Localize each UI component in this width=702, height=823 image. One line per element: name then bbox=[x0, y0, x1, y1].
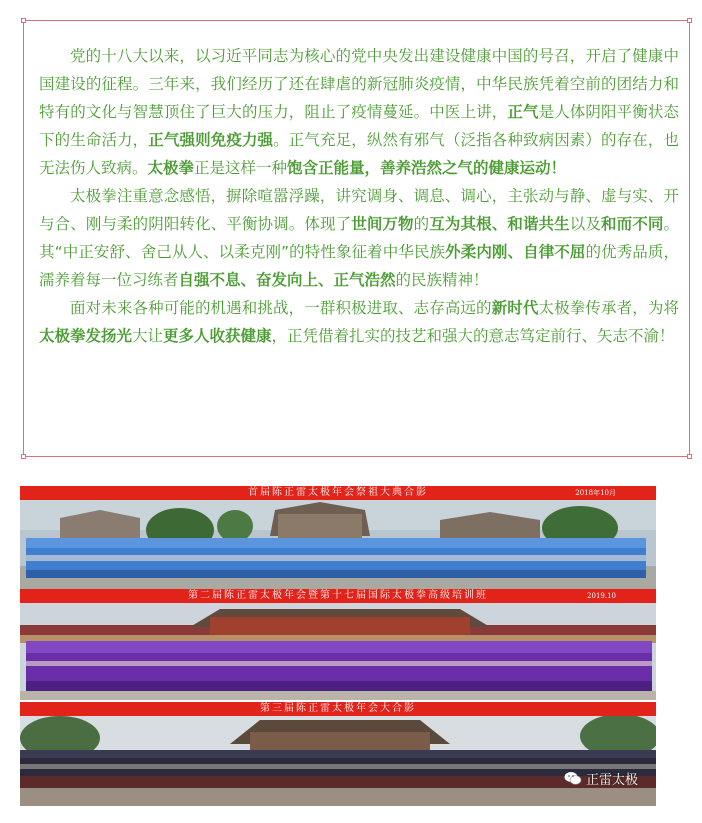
body-text: 面对未来各种可能的机遇和挑战，一群积极进取、志存高远的 bbox=[70, 299, 492, 317]
banner-2-date: 2019.10 bbox=[587, 592, 616, 600]
body-text: 正是这样一种 bbox=[194, 159, 288, 177]
paragraph-3 bbox=[39, 294, 679, 350]
group-photo-composite bbox=[20, 486, 656, 806]
emphasis-text: 外柔内刚、自律不屈 bbox=[445, 243, 586, 261]
emphasis-text: 更多人收获健康 bbox=[163, 327, 272, 345]
banner-3 bbox=[20, 702, 656, 716]
article-box bbox=[23, 20, 690, 457]
resize-handle[interactable] bbox=[21, 18, 26, 23]
body-text: 。正气充足，纵然有邪气（泛指各种致病因素）的存在，也无法伤人致病。 bbox=[39, 131, 679, 177]
banner-1-date: 2018年10月 bbox=[575, 489, 616, 497]
body-text: 的优秀品质，濡养着每一位习练者 bbox=[39, 243, 679, 289]
body-text: 。其“中正安舒、舍己从人、以柔克刚”的特性象征着中华民族 bbox=[39, 215, 679, 261]
group-photo-1 bbox=[20, 500, 656, 589]
group-photo-2 bbox=[20, 603, 656, 700]
body-text: ，正凭借着扎实的技艺和强大的意志笃定前行、矢志不渝！ bbox=[271, 327, 675, 345]
emphasis-text: 太极拳 bbox=[147, 159, 195, 177]
paragraph-2 bbox=[39, 182, 679, 294]
resize-handle[interactable] bbox=[21, 454, 26, 459]
body-text: 的 bbox=[413, 215, 430, 233]
emphasis-text: 正气强则免疫力强 bbox=[148, 131, 274, 149]
watermark-label: 正雷太极 bbox=[585, 773, 638, 788]
banner-2 bbox=[20, 589, 656, 603]
emphasis-text: 饱含正能量，善养浩然之气的健康运动！ bbox=[287, 159, 567, 177]
resize-handle[interactable] bbox=[687, 18, 692, 23]
paragraph-1 bbox=[39, 42, 679, 182]
watermark bbox=[564, 769, 638, 788]
body-text: 是人体阴阳平衡状态下的生命活力， bbox=[39, 103, 679, 149]
banner-2-title: 第二届陈正雷太极年会暨第十七届国际太极拳高级培训班 bbox=[188, 590, 488, 601]
banner-1 bbox=[20, 486, 656, 500]
article-text bbox=[39, 42, 679, 350]
body-text: 太极拳传承者，为将 bbox=[538, 299, 679, 317]
body-text: 的民族精神！ bbox=[395, 271, 489, 289]
emphasis-text: 和而不同 bbox=[601, 215, 664, 233]
group-photo-3 bbox=[20, 716, 656, 806]
resize-handle[interactable] bbox=[687, 454, 692, 459]
emphasis-text: 世间万物 bbox=[351, 215, 414, 233]
emphasis-text: 互为其根、和谐共生 bbox=[429, 215, 570, 233]
banner-3-title: 第三届陈正雷太极年会大合影 bbox=[260, 703, 416, 714]
banner-1-title: 首届陈正雷太极年会祭祖大典合影 bbox=[248, 487, 428, 498]
wechat-icon bbox=[564, 771, 582, 786]
emphasis-text: 正气 bbox=[507, 103, 539, 121]
body-text: 党的十八大以来，以习近平同志为核心的党中央发出建设健康中国的号召，开启了健康中国建设的征程。三年来，我们经历了还在肆虐的新冠肺炎疫情，中华民族凭着空前的团结力和特有的文化与智慧顶住了巨大的压力，阻止了疫情蔓延。中医上讲， bbox=[39, 47, 679, 121]
emphasis-text: 太极拳发扬光 bbox=[39, 327, 133, 345]
emphasis-text: 自强不息、奋发向上、正气浩然 bbox=[178, 271, 396, 289]
body-text: 大让 bbox=[132, 327, 164, 345]
body-text: 太极拳注重意念感悟，摒除喧嚣浮躁，讲究调身、调息、调心，主张动与静、虚与实、开与合、刚与柔的阴阳转化、平衡协调。体现了 bbox=[39, 187, 679, 233]
emphasis-text: 新时代 bbox=[491, 299, 539, 317]
body-text: 以及 bbox=[569, 215, 602, 233]
